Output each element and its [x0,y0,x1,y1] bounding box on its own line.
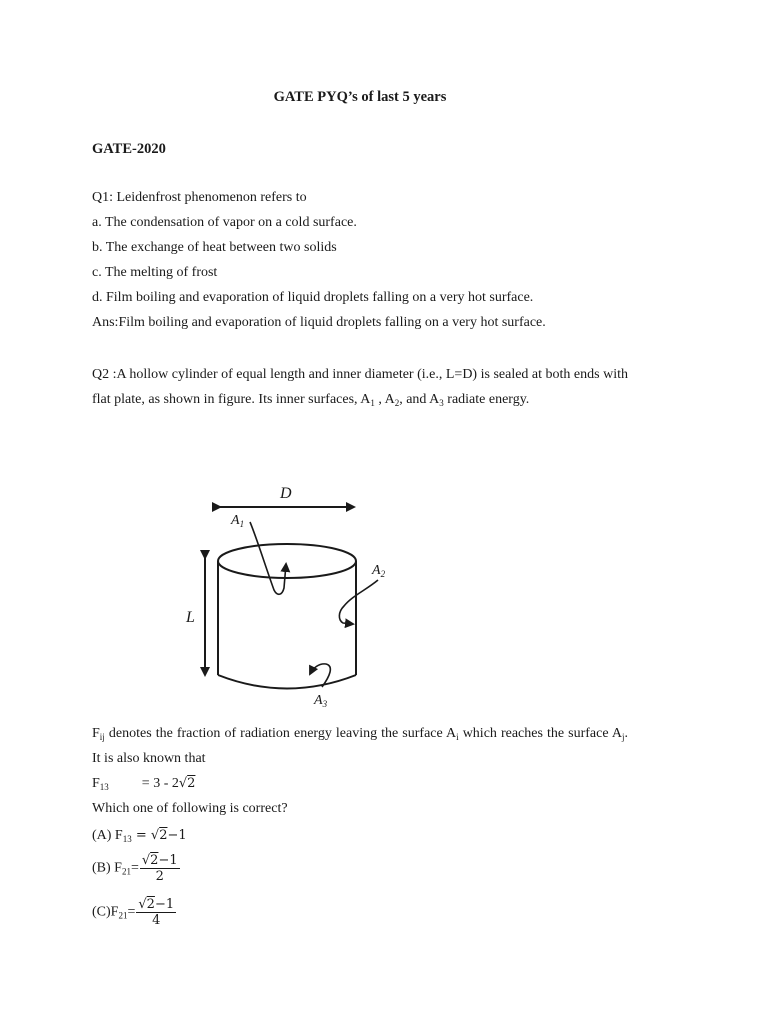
diameter-label: D [280,485,292,502]
cylinder-top [218,544,356,578]
subscript: i [456,732,459,742]
q2-prompt: Which one of following is correct? [92,801,288,816]
q2-sep: , and A [399,392,440,407]
q1-option-d: d. Film boiling and evaporation of liquid droplets falling on a very hot surface. [92,290,534,305]
subscript: 21 [121,866,131,877]
fij-text: F [92,726,100,741]
q1-option-c: c. The melting of frost [92,265,218,280]
a1-pointer [250,522,286,594]
document-title: GATE PYQ’s of last 5 years [273,89,447,105]
subscript: 3 [439,398,444,408]
given-equation: = 3 - 2 [141,776,179,791]
label-a3: $A_3$ [314,693,328,709]
label-a1: $A_1$ [231,513,245,529]
radicand: 2 [159,828,168,843]
label-a2: $A_2$ [372,563,386,579]
cylinder-figure [170,478,410,716]
q1-option-b: b. The exchange of heat between two solids [92,240,337,255]
fraction: $\frac{√2-1}{4}$ [138,897,175,928]
q2-intro-text: Q2 :A hollow cylinder of equal length and inner diameter (i.e., L=D) is sealed at both ends with flat plate, as shown in figure. Its inner surfaces, A [92,367,628,407]
equals-sign: = [130,860,139,876]
subscript: 13 [122,834,132,844]
question-1 [92,185,628,335]
subscript: 21 [118,910,128,921]
sqrt-symbol: √ [178,776,188,791]
q2-option-c [92,897,628,928]
q2-intro-tail: radiate energy. [447,392,530,407]
q1-option-a: a. The condensation of vapor on a cold surface. [92,215,357,230]
fij-definition [92,721,628,771]
year-heading: GATE-2020 [92,141,166,157]
fij-text: . It is also known that [92,726,628,766]
equals-sign: = [127,904,136,920]
radicand: 2 [187,776,196,791]
a2-pointer [339,580,378,624]
option-label: (B) F [92,860,122,876]
fij-text: denotes the fraction of radiation energy leaving the surface A [104,726,457,741]
option-expr: = √ [131,828,160,843]
fraction: $\frac{√2-1}{2}$ [141,853,178,884]
q2-option-a [92,823,628,848]
subscript: 1 [370,398,375,408]
option-label: (A) F [92,828,123,843]
q1-question: Q1: Leidenfrost phenomenon refers to [92,190,307,205]
q2-sep: , A [374,392,395,407]
option-label: (C)F [92,904,119,920]
given-f: F [92,776,100,791]
q1-answer: Ans:Film boiling and evaporation of liquid droplets falling on a very hot surface. [92,315,546,330]
option-expr: −1 [167,828,187,843]
length-label: L [186,609,195,626]
subscript: j [621,732,625,742]
given-relation [92,771,628,796]
subscript: 2 [394,398,400,408]
subscript: 13 [99,782,109,792]
q2-intro [92,362,628,412]
subscript: ij [99,732,105,742]
fij-text: which reaches the surface A [458,726,622,741]
q2-option-b [92,853,628,884]
cylinder-bottom [218,675,356,689]
